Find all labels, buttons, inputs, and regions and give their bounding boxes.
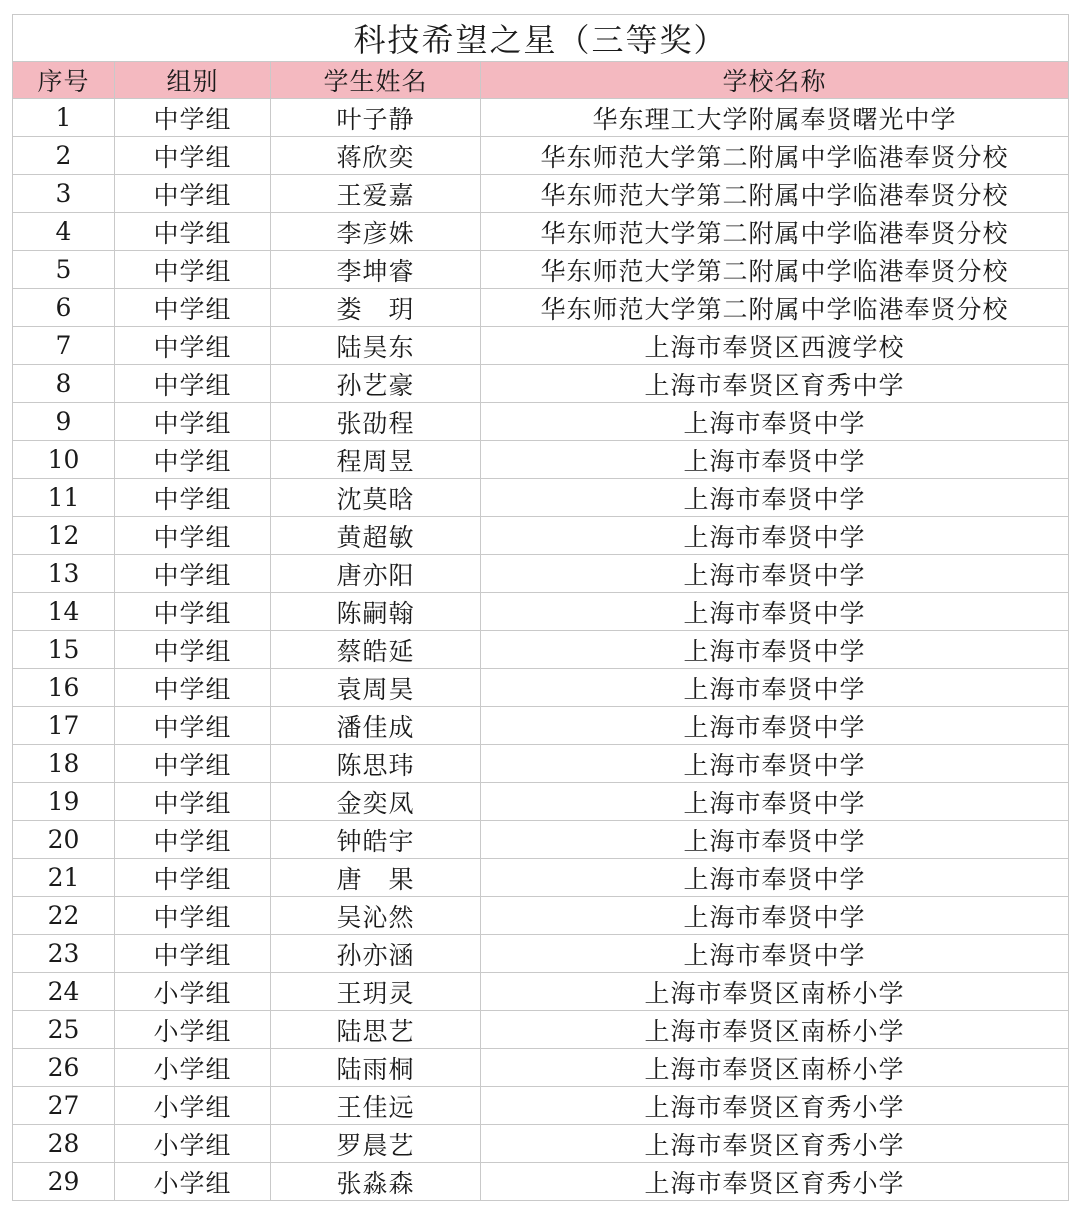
group-cell: 小学组: [115, 1163, 271, 1201]
school-name-cell: 华东师范大学第二附属中学临港奉贤分校: [481, 213, 1069, 251]
school-name-cell: 上海市奉贤区育秀小学: [481, 1163, 1069, 1201]
row-number: 17: [13, 707, 115, 745]
row-number: 19: [13, 783, 115, 821]
group-cell: 小学组: [115, 1049, 271, 1087]
student-name-cell: 张淼森: [271, 1163, 481, 1201]
table-row: [13, 897, 1069, 935]
table-row: [13, 1125, 1069, 1163]
row-number: 15: [13, 631, 115, 669]
row-number: 20: [13, 821, 115, 859]
table-row: [13, 251, 1069, 289]
row-number: 25: [13, 1011, 115, 1049]
group-cell: 中学组: [115, 289, 271, 327]
student-name-cell: 沈莫晗: [271, 479, 481, 517]
group-cell: 中学组: [115, 821, 271, 859]
row-number: 11: [13, 479, 115, 517]
row-number: 13: [13, 555, 115, 593]
group-cell: 中学组: [115, 137, 271, 175]
student-name-cell: 叶子静: [271, 99, 481, 137]
table-row: [13, 479, 1069, 517]
table-row: [13, 821, 1069, 859]
school-name-cell: 上海市奉贤区西渡学校: [481, 327, 1069, 365]
row-number: 12: [13, 517, 115, 555]
student-name-cell: 袁周昊: [271, 669, 481, 707]
student-name-cell: 陆雨桐: [271, 1049, 481, 1087]
student-name-cell: 潘佳成: [271, 707, 481, 745]
row-number: 24: [13, 973, 115, 1011]
group-cell: 中学组: [115, 517, 271, 555]
student-name-cell: 王佳远: [271, 1087, 481, 1125]
row-number: 7: [13, 327, 115, 365]
group-cell: 中学组: [115, 441, 271, 479]
school-name-cell: 上海市奉贤区育秀中学: [481, 365, 1069, 403]
row-number: 27: [13, 1087, 115, 1125]
school-name-cell: 上海市奉贤中学: [481, 479, 1069, 517]
student-name-cell: 陆昊东: [271, 327, 481, 365]
school-name-cell: 上海市奉贤区南桥小学: [481, 973, 1069, 1011]
table-row: [13, 707, 1069, 745]
student-name-cell: 孙亦涵: [271, 935, 481, 973]
school-name-cell: 华东师范大学第二附属中学临港奉贤分校: [481, 251, 1069, 289]
group-cell: 中学组: [115, 669, 271, 707]
student-name-cell: 李彦姝: [271, 213, 481, 251]
student-name-cell: 吴沁然: [271, 897, 481, 935]
group-cell: 中学组: [115, 175, 271, 213]
table-row: [13, 1163, 1069, 1201]
table-row: [13, 289, 1069, 327]
table-row: [13, 403, 1069, 441]
table-row: [13, 859, 1069, 897]
school-name-cell: 上海市奉贤中学: [481, 935, 1069, 973]
table-row: [13, 1049, 1069, 1087]
table-row: [13, 213, 1069, 251]
group-cell: 中学组: [115, 403, 271, 441]
column-header-no: 序号: [13, 62, 115, 99]
group-cell: 中学组: [115, 707, 271, 745]
row-number: 1: [13, 99, 115, 137]
row-number: 5: [13, 251, 115, 289]
student-name-cell: 娄 玥: [271, 289, 481, 327]
student-name-cell: 唐 果: [271, 859, 481, 897]
school-name-cell: 华东理工大学附属奉贤曙光中学: [481, 99, 1069, 137]
school-name-cell: 上海市奉贤中学: [481, 783, 1069, 821]
school-name-cell: 上海市奉贤中学: [481, 403, 1069, 441]
row-number: 10: [13, 441, 115, 479]
group-cell: 中学组: [115, 99, 271, 137]
table-row: [13, 1011, 1069, 1049]
student-name-cell: 程周昱: [271, 441, 481, 479]
row-number: 4: [13, 213, 115, 251]
page-title: 科技希望之星（三等奖）: [13, 15, 1069, 62]
group-cell: 中学组: [115, 593, 271, 631]
table-row: [13, 745, 1069, 783]
student-name-cell: 王玥灵: [271, 973, 481, 1011]
school-name-cell: 华东师范大学第二附属中学临港奉贤分校: [481, 137, 1069, 175]
student-name-cell: 孙艺豪: [271, 365, 481, 403]
group-cell: 小学组: [115, 1087, 271, 1125]
table-row: [13, 517, 1069, 555]
group-cell: 中学组: [115, 327, 271, 365]
school-name-cell: 上海市奉贤区育秀小学: [481, 1125, 1069, 1163]
table-row: [13, 631, 1069, 669]
student-name-cell: 蒋欣奕: [271, 137, 481, 175]
school-name-cell: 上海市奉贤中学: [481, 707, 1069, 745]
student-name-cell: 唐亦阳: [271, 555, 481, 593]
column-header-name: 学生姓名: [271, 62, 481, 99]
row-number: 3: [13, 175, 115, 213]
row-number: 18: [13, 745, 115, 783]
table-row: [13, 365, 1069, 403]
group-cell: 中学组: [115, 935, 271, 973]
group-cell: 中学组: [115, 745, 271, 783]
school-name-cell: 上海市奉贤中学: [481, 593, 1069, 631]
school-name-cell: 上海市奉贤区南桥小学: [481, 1049, 1069, 1087]
school-name-cell: 上海市奉贤中学: [481, 897, 1069, 935]
group-cell: 中学组: [115, 897, 271, 935]
school-name-cell: 上海市奉贤区南桥小学: [481, 1011, 1069, 1049]
row-number: 22: [13, 897, 115, 935]
row-number: 2: [13, 137, 115, 175]
title-row: [13, 15, 1069, 62]
table-row: [13, 1087, 1069, 1125]
table-row: [13, 137, 1069, 175]
group-cell: 中学组: [115, 783, 271, 821]
student-name-cell: 陆思艺: [271, 1011, 481, 1049]
table-row: [13, 593, 1069, 631]
table-row: [13, 327, 1069, 365]
row-number: 14: [13, 593, 115, 631]
group-cell: 中学组: [115, 251, 271, 289]
student-name-cell: 陈思玮: [271, 745, 481, 783]
group-cell: 中学组: [115, 555, 271, 593]
student-name-cell: 钟皓宇: [271, 821, 481, 859]
award-sheet: [12, 14, 1068, 1201]
row-number: 29: [13, 1163, 115, 1201]
school-name-cell: 上海市奉贤中学: [481, 555, 1069, 593]
student-name-cell: 黄超敏: [271, 517, 481, 555]
row-number: 9: [13, 403, 115, 441]
table-row: [13, 99, 1069, 137]
row-number: 28: [13, 1125, 115, 1163]
school-name-cell: 上海市奉贤中学: [481, 859, 1069, 897]
school-name-cell: 上海市奉贤区育秀小学: [481, 1087, 1069, 1125]
group-cell: 小学组: [115, 1125, 271, 1163]
student-name-cell: 陈嗣翰: [271, 593, 481, 631]
row-number: 8: [13, 365, 115, 403]
group-cell: 中学组: [115, 631, 271, 669]
student-name-cell: 王爱嘉: [271, 175, 481, 213]
group-cell: 中学组: [115, 213, 271, 251]
row-number: 21: [13, 859, 115, 897]
table-row: [13, 441, 1069, 479]
student-name-cell: 张劭程: [271, 403, 481, 441]
column-header-school: 学校名称: [481, 62, 1069, 99]
student-name-cell: 罗晨艺: [271, 1125, 481, 1163]
group-cell: 小学组: [115, 1011, 271, 1049]
group-cell: 中学组: [115, 479, 271, 517]
table-row: [13, 935, 1069, 973]
school-name-cell: 上海市奉贤中学: [481, 669, 1069, 707]
school-name-cell: 华东师范大学第二附属中学临港奉贤分校: [481, 289, 1069, 327]
column-header-group: 组别: [115, 62, 271, 99]
group-cell: 中学组: [115, 859, 271, 897]
school-name-cell: 上海市奉贤中学: [481, 745, 1069, 783]
row-number: 26: [13, 1049, 115, 1087]
row-number: 6: [13, 289, 115, 327]
table-row: [13, 783, 1069, 821]
row-number: 23: [13, 935, 115, 973]
student-name-cell: 李坤睿: [271, 251, 481, 289]
header-row: [13, 62, 1069, 99]
award-table: [12, 14, 1069, 1201]
row-number: 16: [13, 669, 115, 707]
student-name-cell: 金奕凤: [271, 783, 481, 821]
table-row: [13, 669, 1069, 707]
table-row: [13, 175, 1069, 213]
group-cell: 小学组: [115, 973, 271, 1011]
table-row: [13, 555, 1069, 593]
table-row: [13, 973, 1069, 1011]
student-name-cell: 蔡皓延: [271, 631, 481, 669]
group-cell: 中学组: [115, 365, 271, 403]
school-name-cell: 上海市奉贤中学: [481, 441, 1069, 479]
school-name-cell: 华东师范大学第二附属中学临港奉贤分校: [481, 175, 1069, 213]
school-name-cell: 上海市奉贤中学: [481, 517, 1069, 555]
table-body: [13, 99, 1069, 1201]
school-name-cell: 上海市奉贤中学: [481, 631, 1069, 669]
school-name-cell: 上海市奉贤中学: [481, 821, 1069, 859]
